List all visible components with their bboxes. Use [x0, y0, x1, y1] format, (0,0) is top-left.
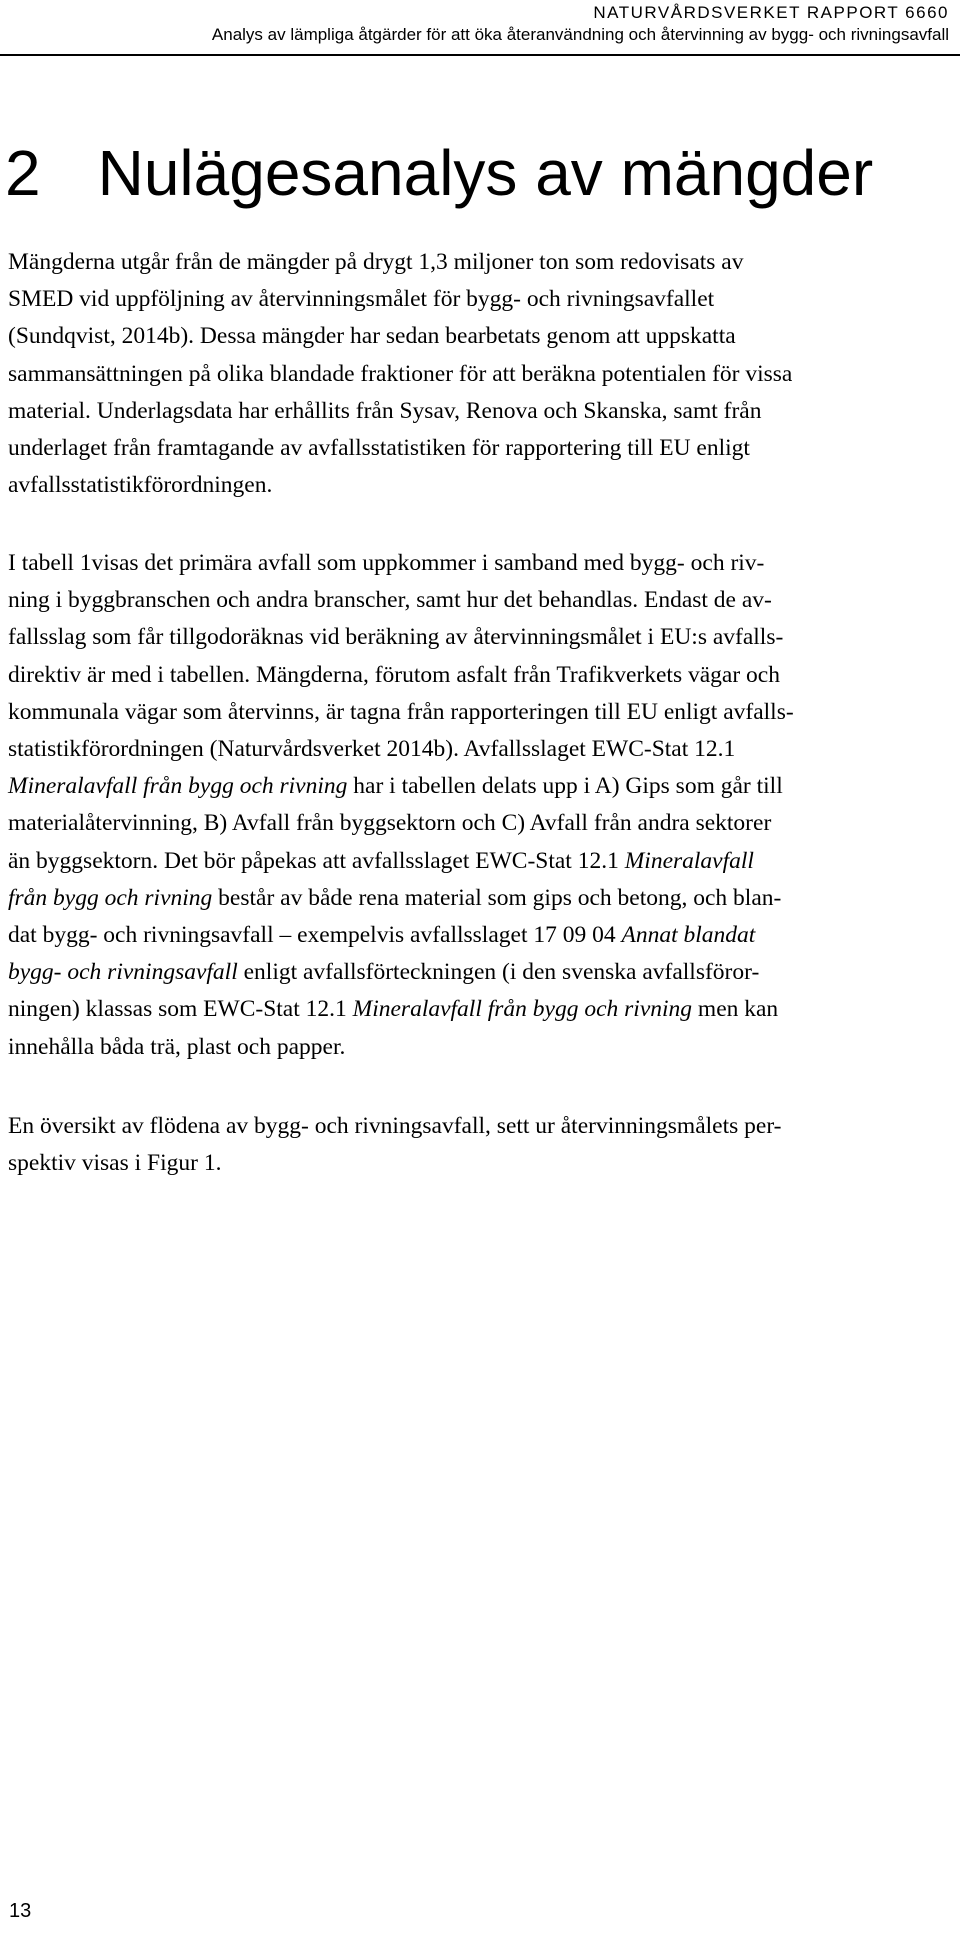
italic-term: bygg- och rivningsavfall — [8, 959, 238, 986]
text-line: En översikt av flödena av bygg- och rivningsavfall, sett ur återvinningsmålets per- — [8, 1113, 782, 1139]
header-report-title: Analys av lämpliga åtgärder för att öka återanvändning och återvinning av bygg- och rivningsavfall — [211, 25, 949, 44]
section-heading — [5, 135, 873, 211]
text-line: materialåtervinning, B) Avfall från byggsektorn och C) Avfall från andra sektorer — [8, 810, 772, 837]
text-line: Mängderna utgår från de mängder på drygt 1,3 miljoner ton som redovisats av — [8, 249, 744, 275]
text-line: fallsslag som får tillgodoräknas vid beräkning av återvinningsmålet i EU:s avfalls- — [8, 624, 784, 651]
text-fragment: ningen) klassas som EWC-Stat 12.1 — [8, 996, 353, 1023]
italic-term: Mineralavfall från bygg och rivning — [8, 773, 348, 800]
text-fragment: men kan — [692, 996, 779, 1023]
paragraph-2 — [8, 545, 958, 1066]
running-header — [0, 2, 949, 46]
header-publisher: NATURVÅRDSVERKET RAPPORT 6660 — [593, 3, 949, 22]
text-line: material. Underlagsdata har erhållits från Sysav, Renova och Skanska, samt från — [8, 397, 762, 424]
italic-term: Mineralavfall — [624, 847, 754, 874]
text-line: I tabell 1visas det primära avfall som uppkommer i samband med bygg- och riv- — [8, 550, 765, 576]
text-line: ning i byggbranschen och andra branscher, samt hur det behandlas. Endast de av- — [8, 587, 772, 614]
text-line: spektiv visas i Figur 1. — [8, 1150, 222, 1177]
text-line: underlaget från framtagande av avfallsstatistiken för rapportering till EU enligt — [8, 435, 750, 462]
text-line: SMED vid uppföljning av återvinningsmålet för bygg- och rivningsavfallet — [8, 286, 715, 313]
text-line: (Sundqvist, 2014b). Dessa mängder har sedan bearbetats genom att uppskatta — [8, 323, 736, 350]
text-line: sammansättningen på olika blandade fraktioner för att beräkna potentialen för vissa — [8, 360, 793, 387]
text-fragment: har i tabellen delats upp i A) Gips som går till — [347, 773, 783, 800]
section-title: Nulägesanalys av mängder — [97, 137, 874, 209]
header-divider — [0, 54, 960, 56]
section-number: 2 — [5, 137, 41, 209]
italic-term: Annat blandat — [621, 922, 756, 949]
text-fragment: än byggsektorn. Det bör påpekas att avfallsslaget EWC-Stat 12.1 — [8, 847, 625, 874]
text-fragment: enligt avfallsförteckningen (i den svenska avfallsföror- — [237, 959, 760, 986]
text-line: direktiv är med i tabellen. Mängderna, förutom asfalt från Trafikverkets vägar och — [8, 661, 780, 688]
text-line: avfallsstatistikförordningen. — [8, 472, 273, 499]
italic-term: Mineralavfall från bygg och rivning — [352, 996, 693, 1023]
text-fragment: består av både rena material som gips och betong, och blan- — [212, 884, 782, 911]
page-number: 13 — [9, 1900, 32, 1922]
text-line: innehålla båda trä, plast och papper. — [8, 1033, 346, 1060]
text-fragment: dat bygg- och rivningsavfall – exempelvis avfallsslaget 17 09 04 — [8, 922, 622, 949]
italic-term: från bygg och rivning — [8, 884, 213, 911]
paragraph-3 — [8, 1108, 958, 1182]
text-line: statistikförordningen (Naturvårdsverket 2014b). Avfallsslaget EWC-Stat 12.1 — [8, 736, 736, 763]
text-line: kommunala vägar som återvinns, är tagna från rapporteringen till EU enligt avfalls- — [8, 698, 794, 725]
paragraph-1 — [8, 244, 958, 504]
